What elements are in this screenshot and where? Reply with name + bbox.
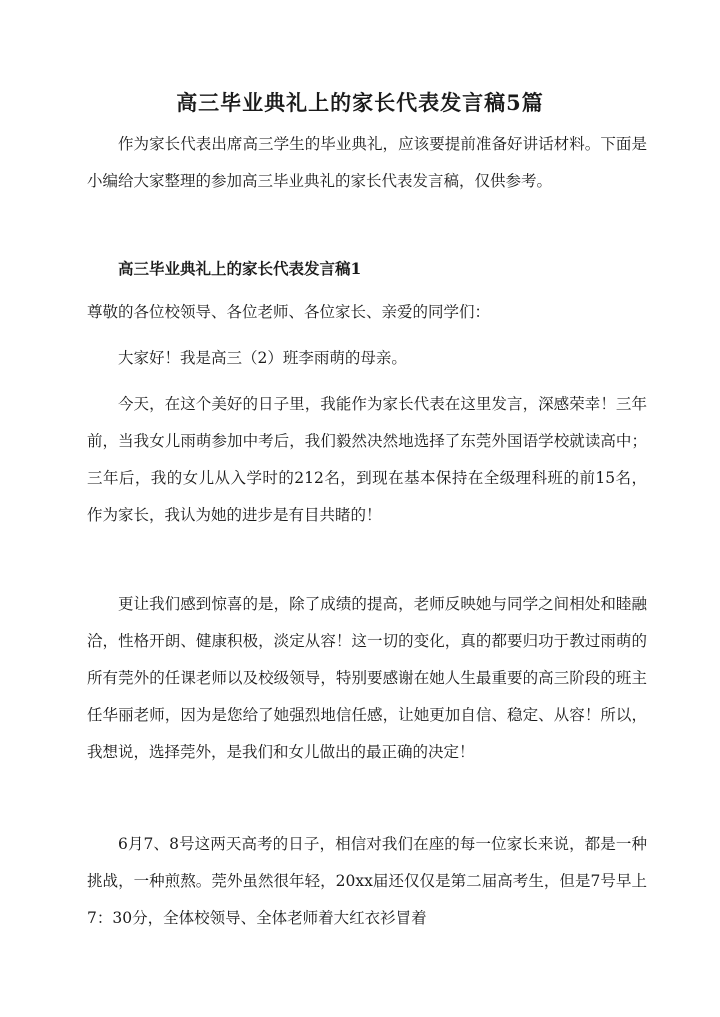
salutation: 尊敬的各位校领导、各位老师、各位家长、亲爱的同学们： bbox=[87, 303, 491, 321]
document-title: 高三毕业典礼上的家长代表发言稿5篇 bbox=[176, 90, 544, 115]
body-paragraph-2: 更让我们感到惊喜的是，除了成绩的提高，老师反映她与同学之间相处和睦融洽，性格开朗、健康积极，淡定从容！这一切的变化，真的都要归功于教过雨萌的所有莞外的任课老师以及校级领导，特别要感谢在她人生最重要的高三阶段的班主任华丽老师，因为是您给了她强烈地信任感，让她更加自信、稳定、从容！所以，我想说，选择莞外，是我们和女儿做出的最正确的决定！ bbox=[87, 595, 647, 761]
body-paragraph-1: 今天，在这个美好的日子里，我能作为家长代表在这里发言，深感荣幸！三年前，当我女儿雨萌参加中考后，我们毅然决然地选择了东莞外国语学校就读高中；三年后，我的女儿从入学时的212名，到现在基本保持在全级理科班的前15名，作为家长，我认为她的进步是有目共睹的！ bbox=[87, 395, 647, 524]
body-paragraph-3: 6月7、8号这两天高考的日子，相信对我们在座的每一位家长来说，都是一种挑战，一种煎熬。莞外虽然很年轻，20xx届还仅仅是第二届高考生，但是7号早上7：30分，全体校领导、全体老师着大红衣衫冒着 bbox=[87, 835, 647, 927]
section-heading: 高三毕业典礼上的家长代表发言稿1 bbox=[118, 259, 362, 278]
intro-paragraph: 作为家长代表出席高三学生的毕业典礼，应该要提前准备好讲话材料。下面是小编给大家整理的参加高三毕业典礼的家长代表发言稿，仅供参考。 bbox=[87, 135, 647, 190]
greeting: 大家好！我是高三（2）班李雨萌的母亲。 bbox=[118, 349, 407, 367]
